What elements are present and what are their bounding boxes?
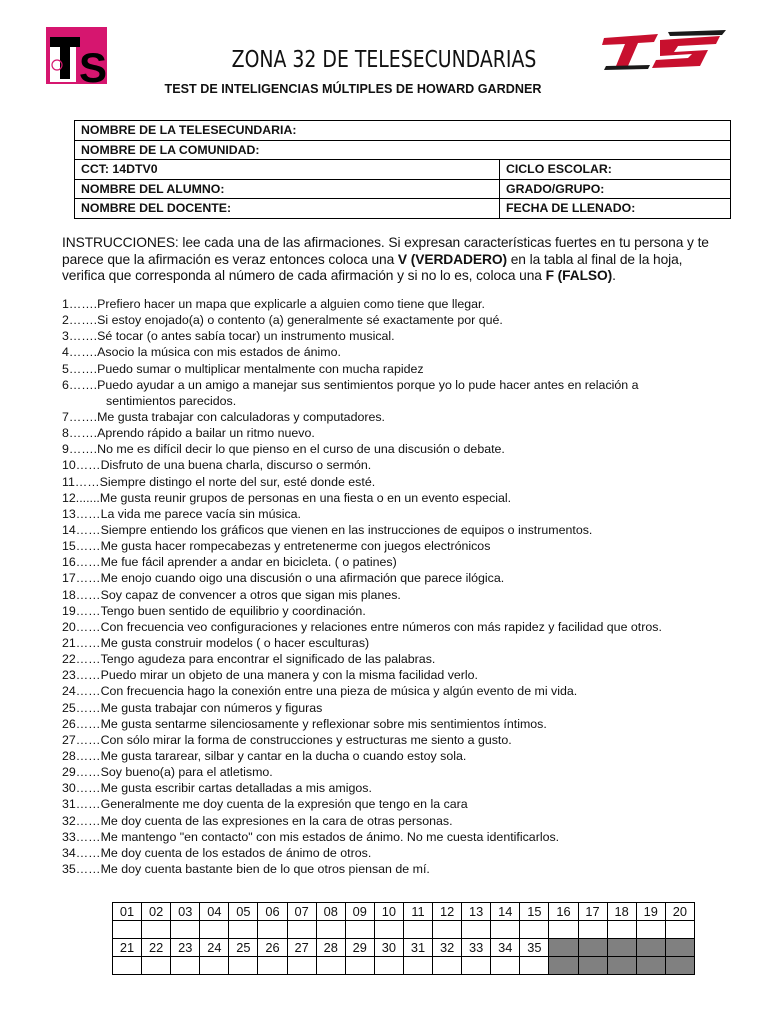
answer-cell[interactable]	[665, 957, 694, 975]
grid-number-cell	[607, 939, 636, 957]
instructions-verdadero: V (VERDADERO)	[397, 251, 507, 267]
grid-number-cell: 25	[229, 939, 258, 957]
list-item: 10……Disfruto de una buena charla, discurso o sermón.	[62, 458, 372, 473]
grid-number-cell: 35	[520, 939, 549, 957]
grid-number-cell: 10	[374, 903, 403, 921]
answer-cell[interactable]	[200, 921, 229, 939]
answer-cell[interactable]	[607, 921, 636, 939]
answer-cell[interactable]	[403, 921, 432, 939]
answer-cell[interactable]	[491, 957, 520, 975]
list-item: 3…….Sé tocar (o antes sabía tocar) un instrumento musical.	[62, 329, 395, 344]
answer-cell[interactable]	[287, 921, 316, 939]
grid-number-cell: 09	[345, 903, 374, 921]
answer-cell[interactable]	[113, 921, 142, 939]
answer-cell[interactable]	[374, 957, 403, 975]
instructions-text-1: INSTRUCCIONES: lee cada una de las afirmaciones. Si expresan características fuertes en tu persona y te parece que la afirmación es veraz entonces coloca una	[62, 235, 709, 267]
student-info-table	[74, 120, 731, 219]
grid-number-cell	[578, 939, 607, 957]
alumno-field[interactable]: NOMBRE DEL ALUMNO:	[75, 179, 500, 199]
statements-list	[62, 296, 742, 877]
list-item: 27……Con sólo mirar la forma de construcciones y estructuras me siento a gusto.	[62, 732, 512, 747]
grado-field[interactable]: GRADO/GRUPO:	[500, 179, 731, 199]
list-item: 35……Me doy cuenta bastante bien de lo que otros piensan de mí.	[62, 861, 430, 876]
telesecundaria-field[interactable]: NOMBRE DE LA TELESECUNDARIA:	[75, 121, 731, 141]
answer-cell[interactable]	[229, 921, 258, 939]
svg-text:S: S	[79, 44, 107, 84]
list-item: 1…….Prefiero hacer un mapa que explicarle a alguien como tiene que llegar.	[62, 297, 485, 311]
list-item: sentimientos parecidos.	[106, 393, 237, 408]
answer-cell[interactable]	[636, 921, 665, 939]
grid-number-cell: 17	[578, 903, 607, 921]
grid-number-cell: 26	[258, 939, 287, 957]
answer-cell[interactable]	[345, 957, 374, 975]
list-item: 29……Soy bueno(a) para el atletismo.	[62, 765, 273, 780]
list-item: 4…….Asocio la música con mis estados de ánimo.	[62, 345, 341, 360]
answer-cell[interactable]	[229, 957, 258, 975]
grid-number-cell: 08	[316, 903, 345, 921]
grid-number-cell	[665, 939, 694, 957]
grid-number-cell: 03	[171, 903, 200, 921]
answer-cell[interactable]	[520, 957, 549, 975]
list-item: 32……Me doy cuenta de las expresiones en la cara de otras personas.	[62, 813, 453, 828]
answer-cell[interactable]	[433, 957, 462, 975]
answer-cell[interactable]	[142, 921, 171, 939]
answer-cell[interactable]	[462, 921, 491, 939]
list-item: 17……Me enojo cuando oigo una discusión o una afirmación que parece ilógica.	[62, 571, 505, 586]
answer-cell[interactable]	[462, 957, 491, 975]
answer-cell[interactable]	[403, 957, 432, 975]
list-item: 22……Tengo agudeza para encontrar el significado de las palabras.	[62, 652, 436, 667]
answer-cell[interactable]	[491, 921, 520, 939]
answer-cell[interactable]	[520, 921, 549, 939]
grid-number-cell: 11	[403, 903, 432, 921]
list-item: 25……Me gusta trabajar con números y figuras	[62, 700, 323, 715]
answer-cell[interactable]	[607, 957, 636, 975]
grid-number-cell	[636, 939, 665, 957]
answer-cell[interactable]	[287, 957, 316, 975]
grid-number-cell: 21	[113, 939, 142, 957]
answer-cell[interactable]	[549, 957, 578, 975]
list-item: 33……Me mantengo "en contacto" con mis estados de ánimo. No me cuesta identificarlos.	[62, 829, 560, 844]
grid-number-cell: 07	[287, 903, 316, 921]
grid-number-cell	[549, 939, 578, 957]
list-item: 7…….Me gusta trabajar con calculadoras y computadores.	[62, 409, 386, 424]
answer-cell[interactable]	[578, 957, 607, 975]
list-item: 5…….Puedo sumar o multiplicar mentalmente con mucha rapidez	[62, 361, 424, 376]
list-item: 20……Con frecuencia veo configuraciones y relaciones entre números con más rapidez y facilidad que otros.	[62, 619, 662, 634]
zone-title: ZONA 32 DE TELESECUNDARIAS	[231, 47, 537, 73]
grid-number-cell: 29	[345, 939, 374, 957]
grid-number-cell: 19	[636, 903, 665, 921]
grid-number-cell: 15	[520, 903, 549, 921]
answer-cell[interactable]	[636, 957, 665, 975]
grid-number-cell: 04	[200, 903, 229, 921]
grid-row	[113, 957, 695, 975]
grid-number-cell: 20	[665, 903, 694, 921]
grid-number-cell: 28	[316, 939, 345, 957]
answer-cell[interactable]	[200, 957, 229, 975]
grid-number-cell: 30	[374, 939, 403, 957]
grid-row	[113, 921, 695, 939]
list-item: 31……Generalmente me doy cuenta de la expresión que tengo en la cara	[62, 797, 468, 812]
grid-number-cell: 22	[142, 939, 171, 957]
grid-row	[113, 939, 695, 957]
grid-row	[113, 903, 695, 921]
grid-number-cell: 05	[229, 903, 258, 921]
answer-cell[interactable]	[433, 921, 462, 939]
answer-cell[interactable]	[316, 921, 345, 939]
answer-cell[interactable]	[374, 921, 403, 939]
instructions-text-3: .	[612, 268, 616, 283]
list-item: 30……Me gusta escribir cartas detalladas a mis amigos.	[62, 781, 372, 796]
cct-field[interactable]: CCT: 14DTV0	[75, 160, 500, 180]
list-item: 6…….Puedo ayudar a un amigo a manejar sus sentimientos porque yo lo pude hacer antes en relación a	[62, 377, 639, 392]
answer-cell[interactable]	[258, 921, 287, 939]
list-item: 18……Soy capaz de convencer a otros que sigan mis planes.	[62, 587, 401, 602]
grid-number-cell: 14	[491, 903, 520, 921]
answer-cell[interactable]	[345, 921, 374, 939]
list-item: 28……Me gusta tararear, silbar y cantar en la ducha o cuando estoy sola.	[62, 748, 467, 763]
grid-number-cell: 16	[549, 903, 578, 921]
list-item: 16……Me fue fácil aprender a andar en bicicleta. ( o patines)	[62, 555, 397, 570]
grid-number-cell: 34	[491, 939, 520, 957]
answer-cell[interactable]	[142, 957, 171, 975]
answer-cell[interactable]	[171, 957, 200, 975]
ciclo-field[interactable]: CICLO ESCOLAR:	[500, 160, 731, 180]
answer-cell[interactable]	[549, 921, 578, 939]
list-item: 14……Siempre entiendo los gráficos que vienen en las instrucciones de equipos o instrumentos.	[62, 522, 593, 537]
list-item: 15……Me gusta hacer rompecabezas y entretenerme con juegos electrónicos	[62, 539, 491, 554]
grid-number-cell: 27	[287, 939, 316, 957]
list-item: 11……Siempre distingo el norte del sur, esté donde esté.	[62, 474, 376, 489]
test-subtitle: TEST DE INTELIGENCIAS MÚLTIPLES DE HOWARD GARDNER	[164, 82, 542, 96]
docente-field[interactable]: NOMBRE DEL DOCENTE:	[75, 199, 500, 219]
grid-number-cell: 13	[462, 903, 491, 921]
grid-number-cell: 01	[113, 903, 142, 921]
grid-number-cell: 18	[607, 903, 636, 921]
answer-cell[interactable]	[258, 957, 287, 975]
answer-grid	[112, 902, 695, 975]
answer-cell[interactable]	[171, 921, 200, 939]
grid-number-cell: 23	[171, 939, 200, 957]
list-item: 23……Puedo mirar un objeto de una manera y con la misma facilidad verlo.	[62, 668, 478, 683]
grid-number-cell: 24	[200, 939, 229, 957]
list-item: 8…….Aprendo rápido a bailar un ritmo nuevo.	[62, 426, 315, 441]
answer-cell[interactable]	[113, 957, 142, 975]
fecha-field[interactable]: FECHA DE LLENADO:	[500, 199, 731, 219]
grid-number-cell: 31	[403, 939, 432, 957]
grid-number-cell: 06	[258, 903, 287, 921]
list-item: 34……Me doy cuenta de los estados de ánimo de otros.	[62, 845, 372, 860]
grid-number-cell: 02	[142, 903, 171, 921]
instructions-falso: F (FALSO)	[545, 268, 613, 283]
list-item: 9…….No me es difícil decir lo que pienso en el curso de una discusión o debate.	[62, 442, 505, 457]
list-item: 2…….Si estoy enojado(a) o contento (a) generalmente sé exactamente por qué.	[62, 313, 503, 328]
answer-cell[interactable]	[578, 921, 607, 939]
list-item: 13……La vida me parece vacía sin música.	[62, 506, 301, 521]
comunidad-field[interactable]: NOMBRE DE LA COMUNIDAD:	[75, 140, 731, 160]
instructions	[62, 235, 710, 285]
list-item: 12.......Me gusta reunir grupos de personas en una fiesta o en un evento especial.	[62, 490, 512, 505]
list-item: 21……Me gusta construir modelos ( o hacer esculturas)	[62, 635, 370, 650]
grid-number-cell: 33	[462, 939, 491, 957]
list-item: 24……Con frecuencia hago la conexión entre una pieza de música y algún evento de mi vida.	[62, 684, 578, 699]
grid-number-cell: 12	[433, 903, 462, 921]
instructions-text-2: en la tabla al final de la hoja, verifica que corresponda al número de cada afirmación y si no lo es, coloca una	[62, 251, 683, 283]
list-item: 26……Me gusta sentarme silenciosamente y reflexionar sobre mis sentimientos íntimos.	[62, 716, 547, 731]
answer-cell[interactable]	[316, 957, 345, 975]
grid-number-cell: 32	[433, 939, 462, 957]
list-item: 19……Tengo buen sentido de equilibrio y coordinación.	[62, 603, 366, 618]
answer-cell[interactable]	[665, 921, 694, 939]
